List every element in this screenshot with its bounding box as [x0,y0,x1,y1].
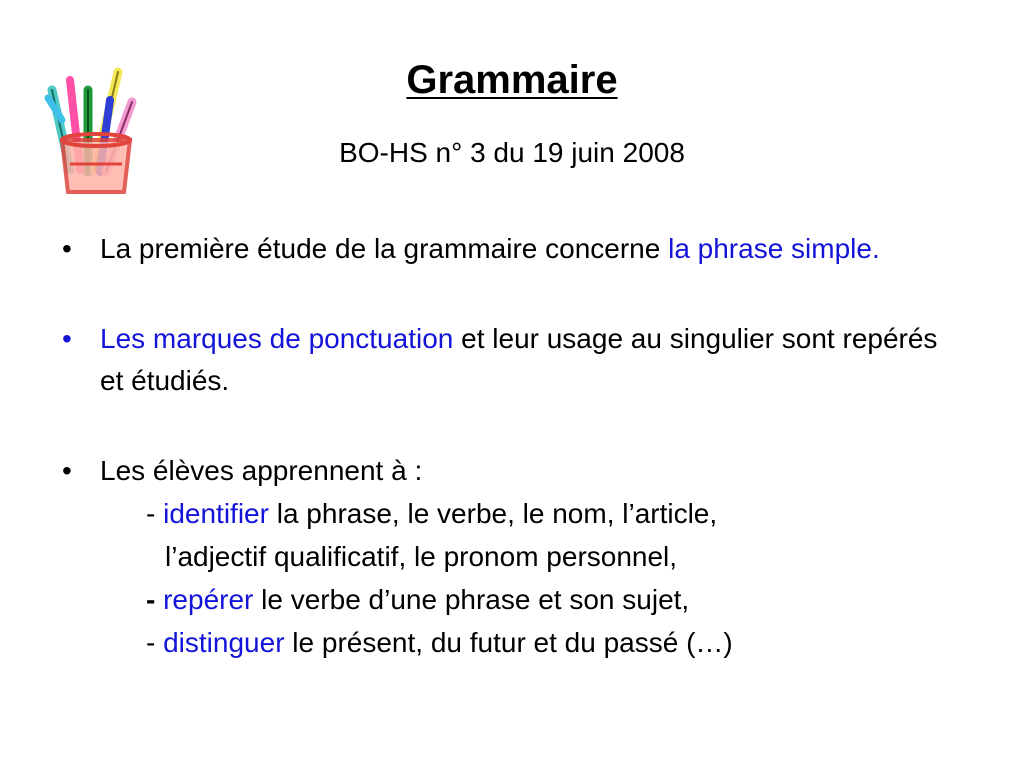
bullet-text: et leur usage au singulier sont repérés et étudiés. [100,323,938,396]
sub-item-verb: identifier [163,498,269,529]
sub-item-dash: - [146,498,164,529]
sub-item-verb: repérer [163,584,254,615]
sub-item [62,492,962,535]
sub-item-continuation: l’adjectif qualificatif, le pronom personnel, [165,541,678,572]
bullet-text: La première étude de la grammaire concerne [100,233,669,264]
bullet-item [62,318,962,402]
bullet-marker: • [62,323,72,354]
sub-item [62,621,962,664]
sub-item [62,578,962,621]
bullet-item [62,450,962,492]
bullet-highlight: la phrase simple. [668,233,880,264]
bullet-item [62,228,962,270]
bullet-text: Les élèves apprennent à : [100,455,423,486]
sub-item-dash: - [146,584,164,615]
bullet-list [62,228,962,664]
bullet-highlight: Les marques de ponctuation [100,323,454,354]
bullet-marker: • [62,233,72,264]
sub-item-text: la phrase, le verbe, le nom, l’article, [268,498,718,529]
page-title: Grammaire [406,58,618,102]
bullet-marker: • [62,455,72,486]
sub-item-text: le verbe d’une phrase et son sujet, [253,584,690,615]
sub-item-text: le présent, du futur et du passé (…) [284,627,733,658]
sub-item-verb: distinguer [163,627,285,658]
page-subtitle: BO-HS n° 3 du 19 juin 2008 [339,137,685,168]
sub-item-dash: - [146,627,164,658]
